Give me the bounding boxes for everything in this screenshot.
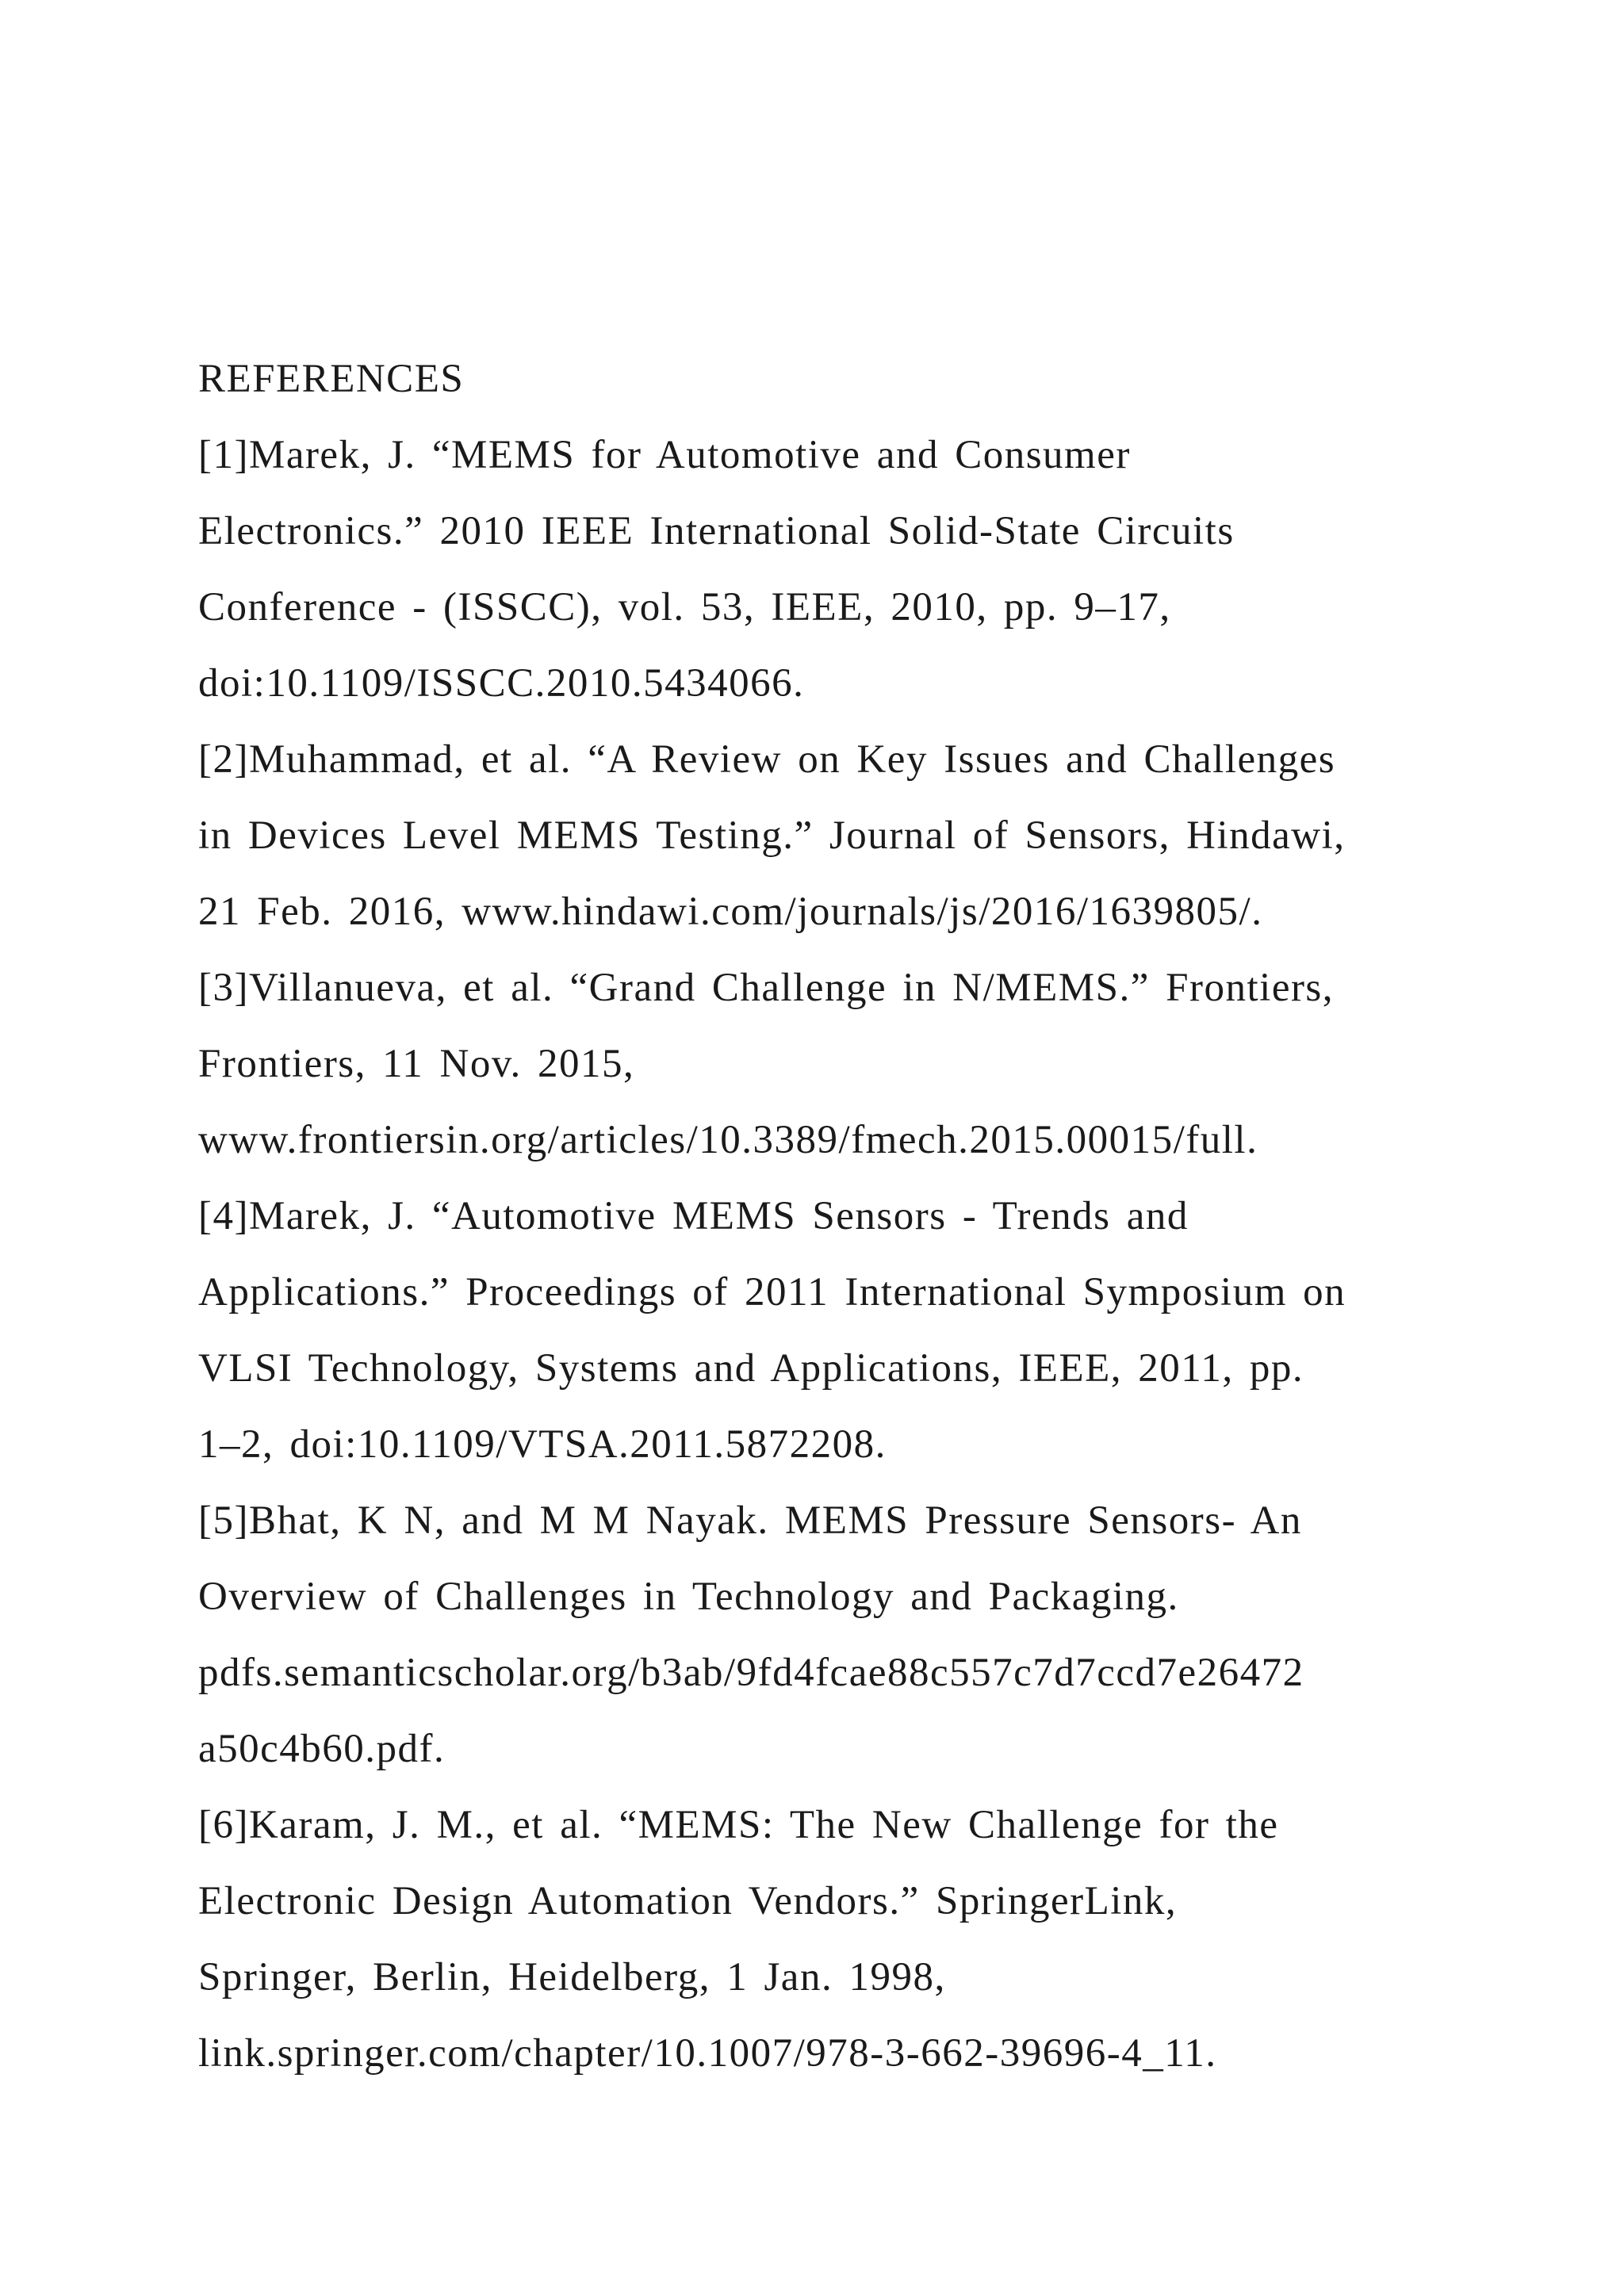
reference-line: pdfs.semanticscholar.org/b3ab/9fd4fcae88c557c7d7ccd7e26472 xyxy=(198,1651,1304,1695)
reference-line: 21 Feb. 2016, www.hindawi.com/journals/js/2016/1639805/. xyxy=(198,890,1263,934)
reference-line: Frontiers, 11 Nov. 2015, xyxy=(198,1042,635,1086)
reference-line: [3]Villanueva, et al. “Grand Challenge in N/MEMS.” Frontiers, xyxy=(198,966,1335,1010)
references-section xyxy=(198,341,1530,2091)
reference-line: [4]Marek, J. “Automotive MEMS Sensors - Trends and xyxy=(198,1194,1189,1238)
reference-line: Electronic Design Automation Vendors.” SpringerLink, xyxy=(198,1879,1178,1923)
reference-line: [6]Karam, J. M., et al. “MEMS: The New Challenge for the xyxy=(198,1803,1279,1847)
reference-line: [2]Muhammad, et al. “A Review on Key Issues and Challenges xyxy=(198,737,1336,782)
reference-line: Springer, Berlin, Heidelberg, 1 Jan. 1998, xyxy=(198,1955,946,1999)
reference-line: Applications.” Proceedings of 2011 International Symposium on xyxy=(198,1270,1346,1314)
reference-line: Overview of Challenges in Technology and Packaging. xyxy=(198,1575,1179,1619)
reference-line: VLSI Technology, Systems and Applications, IEEE, 2011, pp. xyxy=(198,1346,1304,1391)
reference-line: 1–2, doi:10.1109/VTSA.2011.5872208. xyxy=(198,1422,887,1467)
reference-entry-6 xyxy=(198,1787,1530,2091)
reference-line: in Devices Level MEMS Testing.” Journal of Sensors, Hindawi, xyxy=(198,813,1346,858)
reference-entry-3 xyxy=(198,950,1530,1178)
reference-line: link.springer.com/chapter/10.1007/978-3-662-39696-4_11. xyxy=(198,2031,1217,2076)
reference-line: [1]Marek, J. “MEMS for Automotive and Consumer xyxy=(198,433,1131,477)
reference-line: Electronics.” 2010 IEEE International Solid-State Circuits xyxy=(198,509,1235,553)
reference-line: www.frontiersin.org/articles/10.3389/fmech.2015.00015/full. xyxy=(198,1118,1258,1162)
reference-line: [5]Bhat, K N, and M M Nayak. MEMS Pressure Sensors- An xyxy=(198,1498,1302,1543)
reference-line: doi:10.1109/ISSCC.2010.5434066. xyxy=(198,661,805,706)
references-heading: REFERENCES xyxy=(198,357,465,401)
reference-entry-4 xyxy=(198,1178,1530,1483)
reference-line: a50c4b60.pdf. xyxy=(198,1727,446,1771)
reference-entry-5 xyxy=(198,1483,1530,1787)
reference-entry-2 xyxy=(198,721,1530,950)
reference-entry-1 xyxy=(198,417,1530,721)
reference-line: Conference - (ISSCC), vol. 53, IEEE, 2010, pp. 9–17, xyxy=(198,585,1171,629)
